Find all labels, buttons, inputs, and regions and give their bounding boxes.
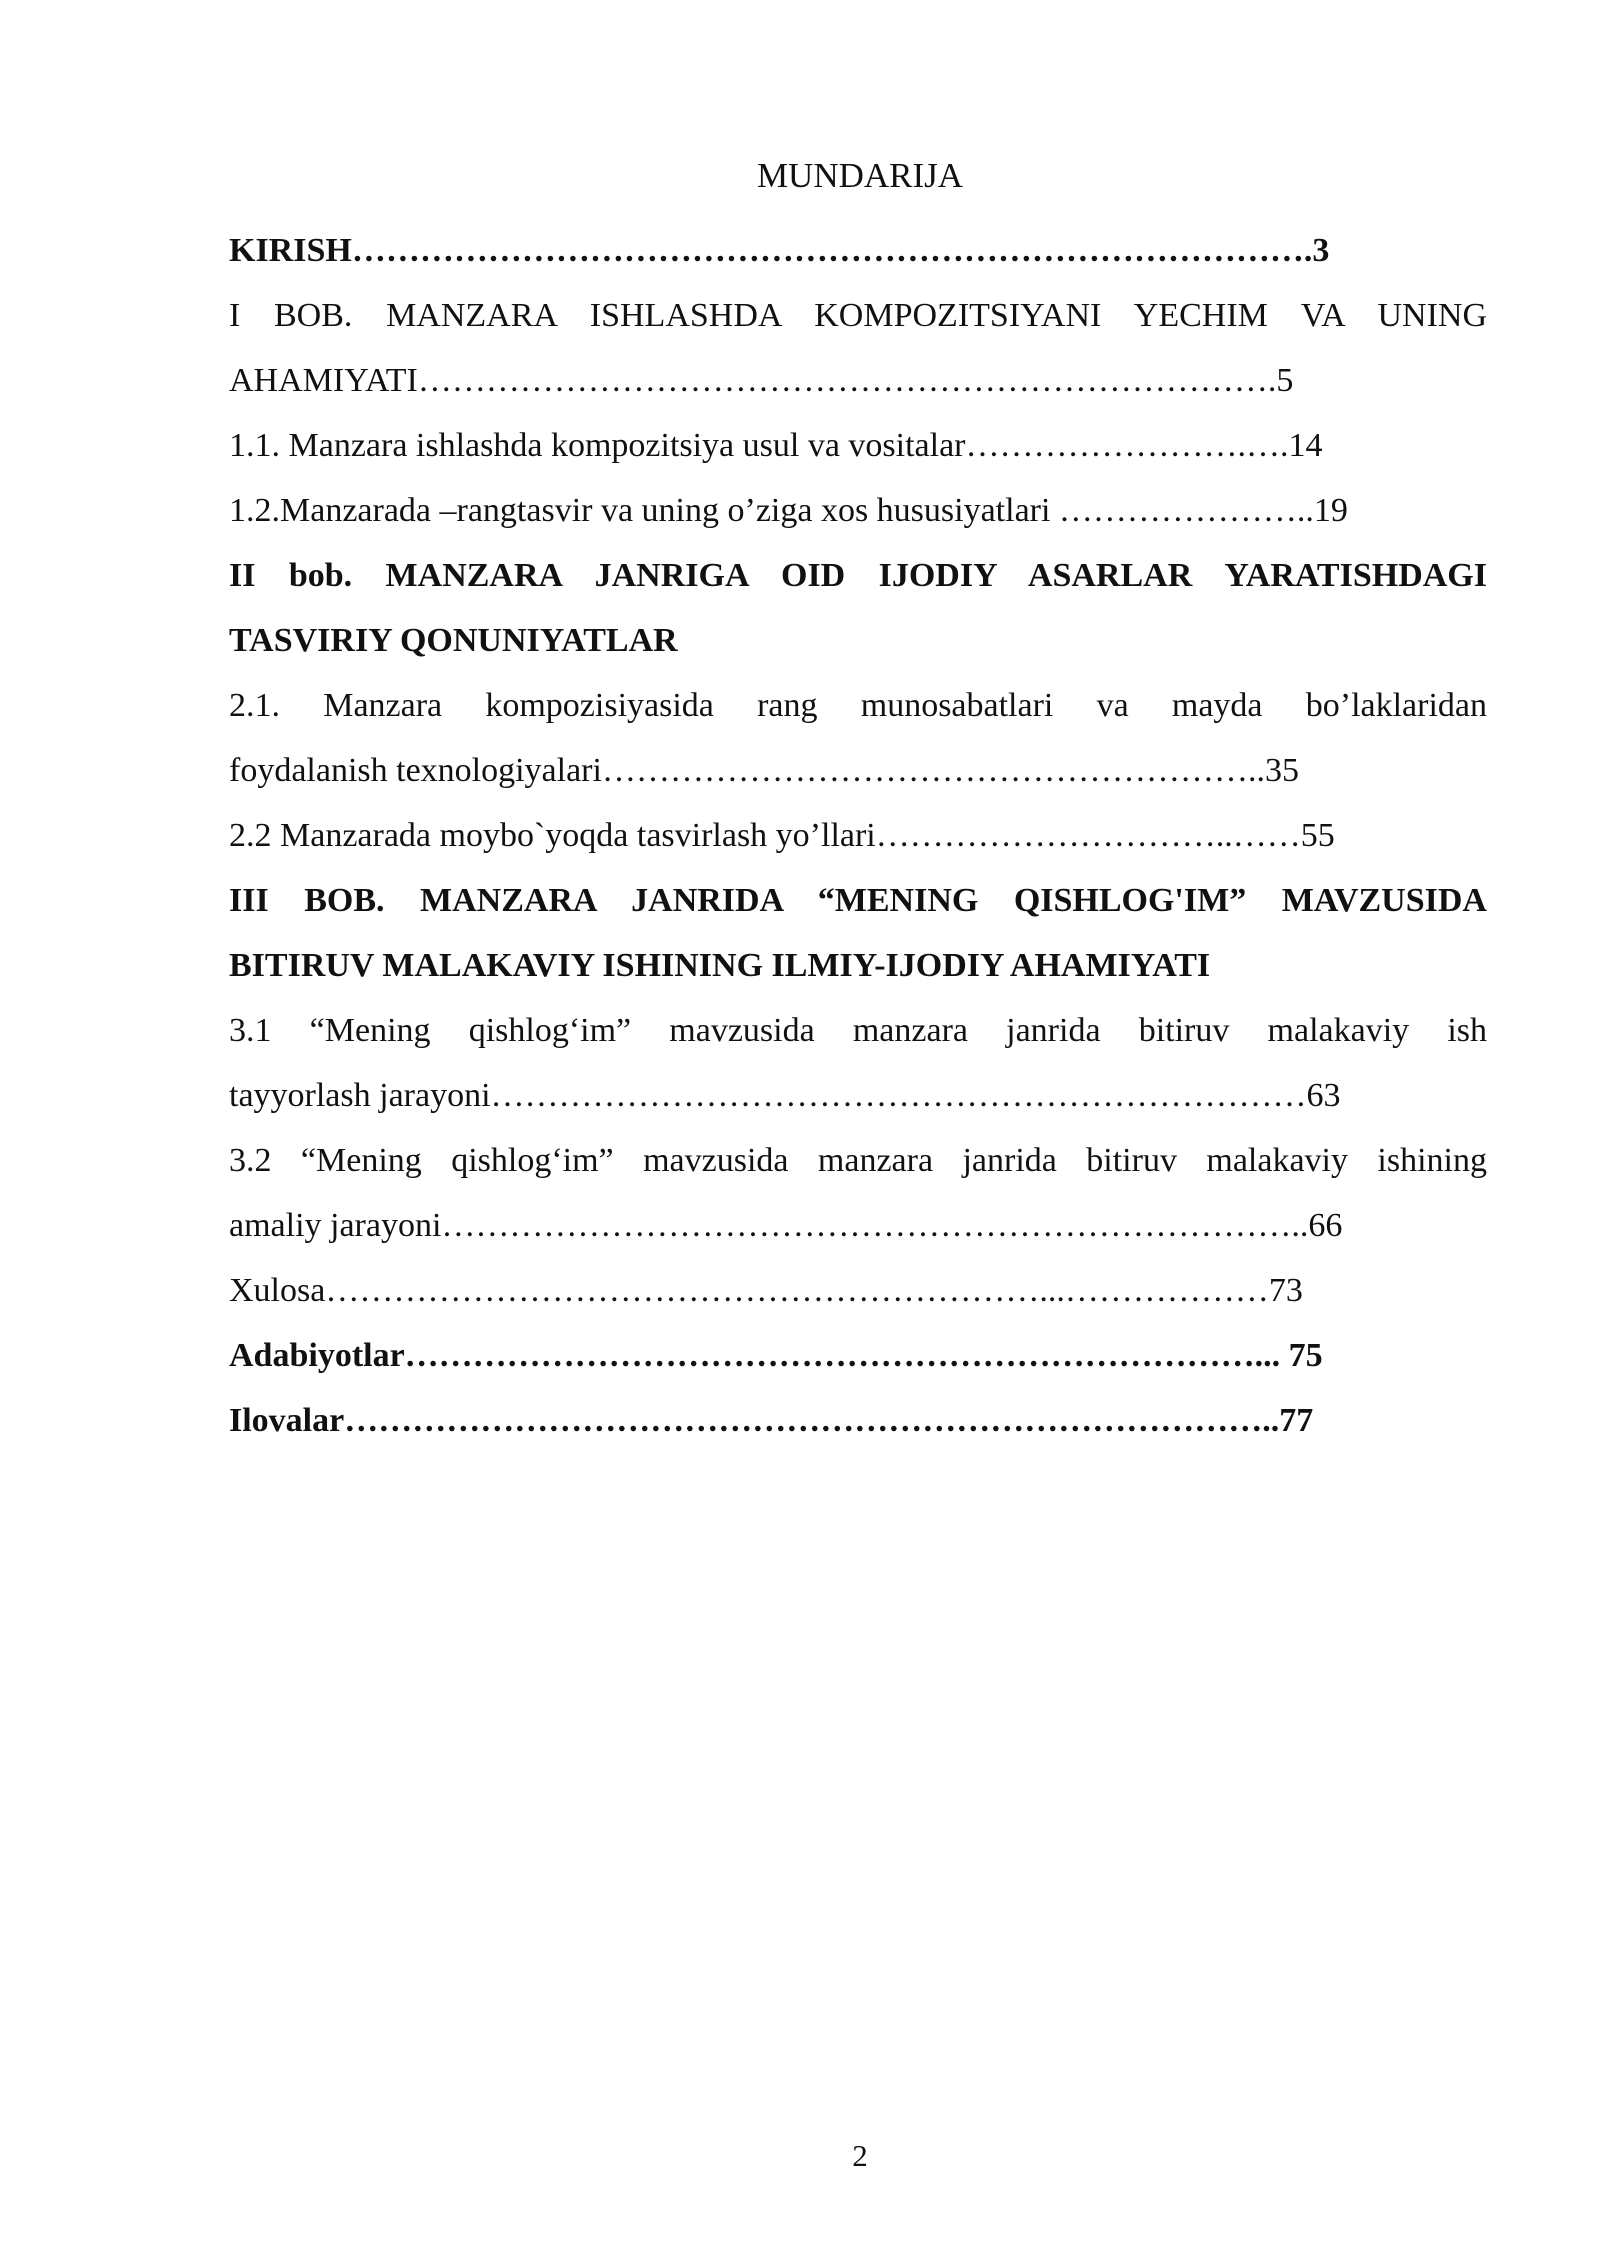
- toc-entry: amaliy jarayoni…………………………………………………………………..66: [229, 1207, 1343, 1244]
- toc-entry: Ilovalar………………………………………………………………………..77: [229, 1402, 1314, 1439]
- toc-entry: II bob. MANZARA JANRIGA OID IJODIY ASARLAR YARATISHDAGI: [229, 557, 1487, 594]
- toc-entry: AHAMIYATI………………………………………………………………….5: [229, 362, 1294, 399]
- table-of-contents: [229, 218, 1487, 1453]
- toc-entry: Adabiyotlar…………………………………………………………………... 75: [229, 1337, 1323, 1374]
- toc-entry: III BOB. MANZARA JANRIDA “MENING QISHLOG'IM” MAVZUSIDA: [229, 882, 1487, 919]
- page-number: 2: [852, 2138, 868, 2173]
- toc-entry: 2.1. Manzara kompozisiyasida rang munosabatlari va mayda bo’laklaridan: [229, 687, 1487, 724]
- toc-entry: I BOB. MANZARA ISHLASHDA KOMPOZITSIYANI YECHIM VA UNING: [229, 297, 1487, 334]
- toc-entry: foydalanish texnologiyalari…………………………………………………..35: [229, 752, 1299, 789]
- toc-entry: 3.1 “Mening qishlog‘im” mavzusida manzara janrida bitiruv malakaviy ish: [229, 1012, 1487, 1049]
- toc-entry: 1.1. Manzara ishlashda kompozitsiya usul va vositalar…………………….….14: [229, 427, 1323, 464]
- toc-entry: 3.2 “Mening qishlog‘im” mavzusida manzara janrida bitiruv malakaviy ishining: [229, 1142, 1487, 1179]
- toc-entry: tayyorlash jarayoni………………………………………………………………63: [229, 1077, 1341, 1114]
- toc-entry: KIRISH………………………………………………………………………….3: [229, 232, 1330, 269]
- toc-entry: 1.2.Manzarada –rangtasvir va uning o’ziga xos hususiyatlari …………………..19: [229, 492, 1348, 529]
- toc-entry: 2.2 Manzarada moybo`yoqda tasvirlash yo’llari…………………………..……55: [229, 817, 1335, 854]
- toc-entry: TASVIRIY QONUNIYATLAR: [229, 622, 678, 659]
- document-title: MUNDARIJA: [756, 156, 964, 195]
- toc-entry: Xulosa………………………………………………………...………………73: [229, 1272, 1303, 1309]
- toc-entry: BITIRUV MALAKAVIY ISHINING ILMIY-IJODIY AHAMIYATI: [229, 947, 1211, 984]
